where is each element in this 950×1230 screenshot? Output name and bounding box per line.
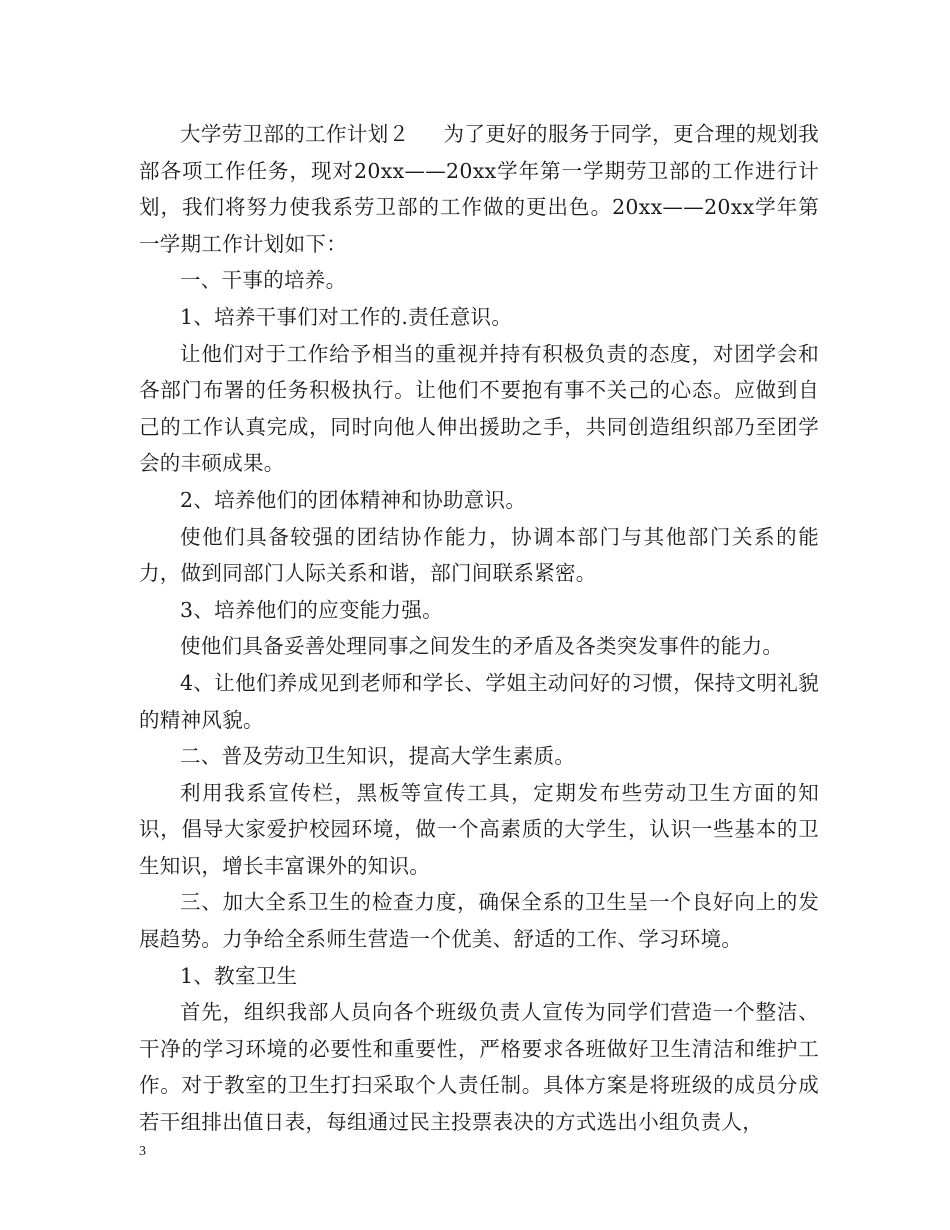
document-title: 大学劳卫部的工作计划２ xyxy=(180,122,410,146)
page-number: 3 xyxy=(139,1144,146,1159)
body-paragraph: 利用我系宣传栏，黑板等宣传工具，定期发布些劳动卫生方面的知识，倡导大家爱护校园环境，做一个高素质的大学生，认识一些基本的卫生知识，增长丰富课外的知识。 xyxy=(139,780,819,878)
intro-text: 为了更好的服务于同学，更合理的规划我部各项工作任务，现对20xx——20xx学年第一学期劳卫部的工作进行计划，我们将努力使我系劳卫部的工作做的更出色。20xx——20xx学年第一学期工作计划如下： xyxy=(139,122,819,256)
body-paragraph: 使他们具备较强的团结协作能力，协调本部门与其他部门关系的能力，做到同部门人际关系和谐，部门间联系紧密。 xyxy=(139,524,819,586)
body-paragraph: 首先，组织我部人员向各个班级负责人宣传为同学们营造一个整洁、干净的学习环境的必要性和重要性，严格要求各班做好卫生清洁和维护工作。对于教室的卫生打扫采取个人责任制。具体方案是将班级的成员分成若干组排出值日表，每组通过民主投票表决的方式选出小组负责人， xyxy=(139,1000,819,1135)
subheading-1-2: 2、培养他们的团体精神和协助意识。 xyxy=(180,487,527,512)
subheading-1-1: 1、培养干事们对工作的.责任意识。 xyxy=(180,304,513,329)
body-paragraph: 让他们对于工作给予相当的重视并持有积极负责的态度，对团学会和各部门布署的任务积极执行。让他们不要抱有事不关己的心态。应做到自己的工作认真完成，同时向他人伸出援助之手，共同创造组织部乃至团学会的丰硕成果。 xyxy=(139,341,819,476)
subheading-3-1: 1、教室卫生 xyxy=(180,963,298,988)
subheading-1-4: 4、让他们养成见到老师和学长、学姐主动问好的习惯，保持文明礼貌的精神风貌。 xyxy=(139,670,819,732)
section-heading-1: 一、干事的培养。 xyxy=(180,268,347,293)
section-heading-2: 二、普及劳动卫生知识，提高大学生素质。 xyxy=(180,744,576,769)
intro-paragraph xyxy=(139,116,819,262)
section-heading-3: 三、加大全系卫生的检查力度，确保全系的卫生呈一个良好向上的发展趋势。力争给全系师生营造一个优美、舒适的工作、学习环境。 xyxy=(139,890,819,952)
body-paragraph: 使他们具备妥善处理同事之间发生的矛盾及各类突发事件的能力。 xyxy=(180,634,784,659)
document-body xyxy=(139,116,819,1141)
subheading-1-3: 3、培养他们的应变能力强。 xyxy=(180,597,443,622)
